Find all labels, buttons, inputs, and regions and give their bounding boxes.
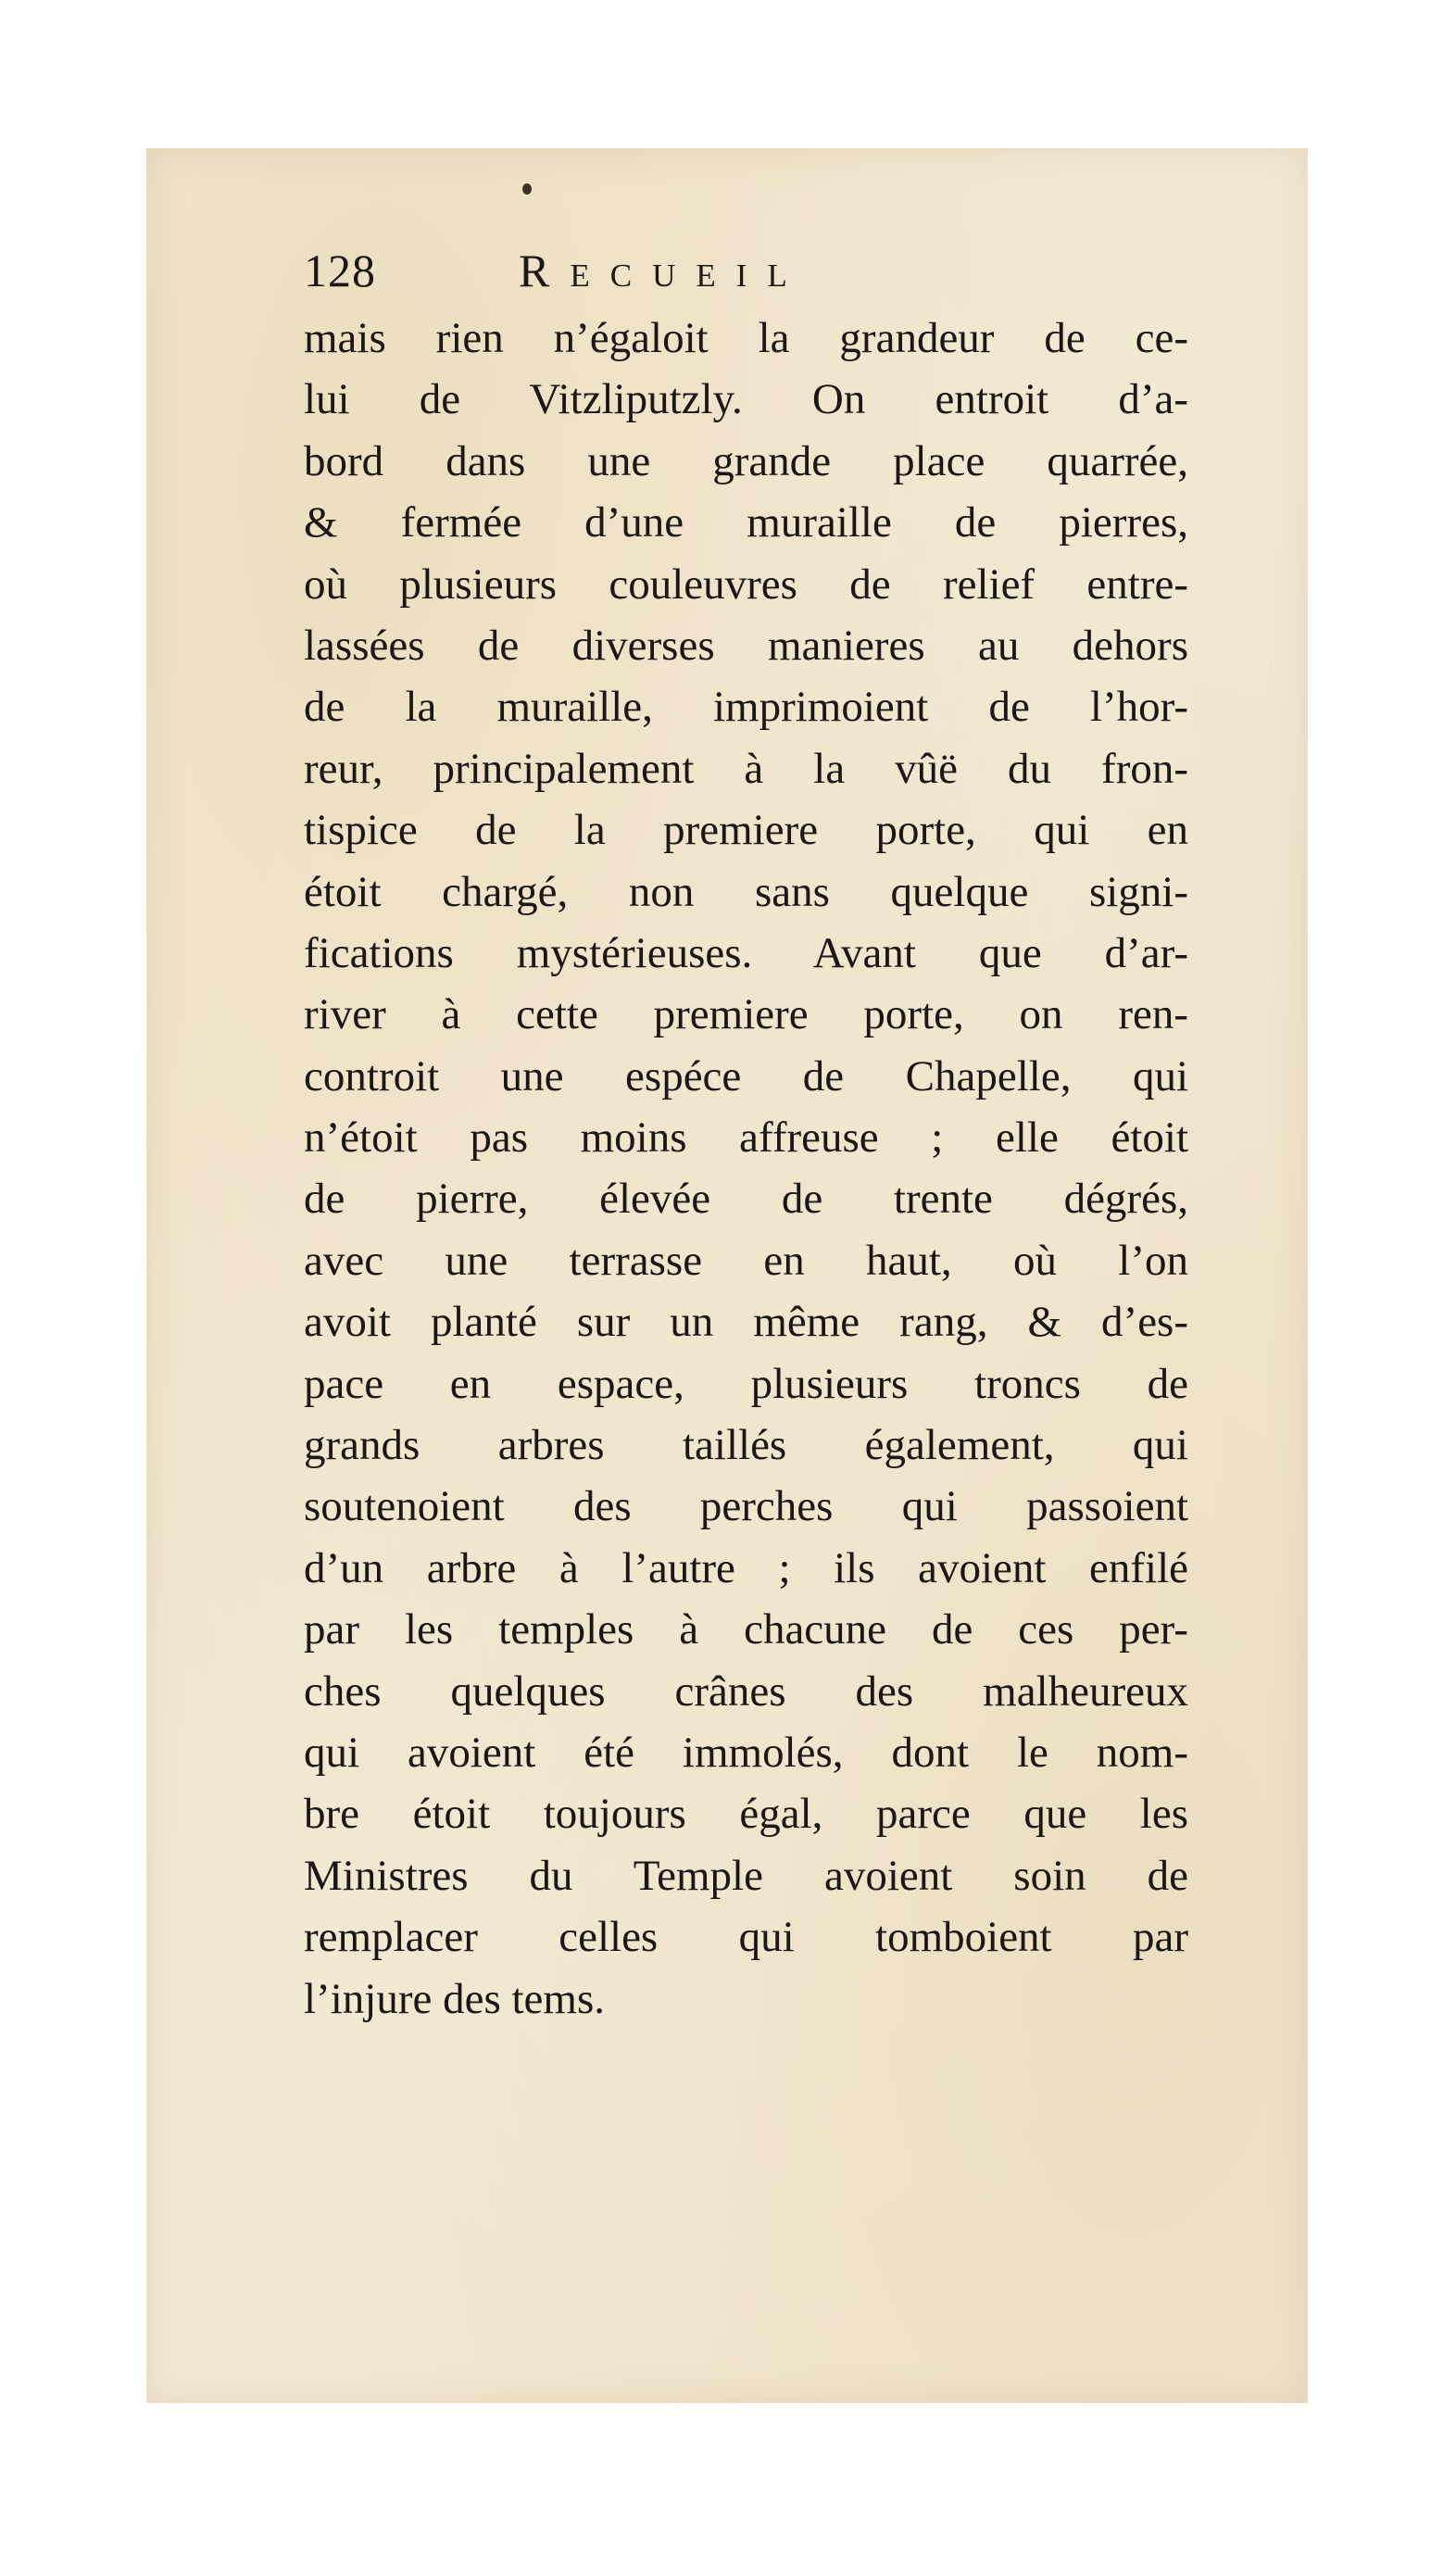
text-line: grands arbres taillés également, qui xyxy=(304,1421,1188,1470)
text-line: ches quelques crânes des malheureux xyxy=(304,1666,1188,1716)
text-line: river à cette premiere porte, on ren- xyxy=(304,990,1188,1039)
text-line: pace en espace, plusieurs troncs de xyxy=(304,1359,1188,1408)
text-line: lassées de diverses manieres au dehors xyxy=(304,621,1188,670)
text-line: fications mystérieuses. Avant que d’ar- xyxy=(304,928,1188,977)
text-line: bord dans une grande place quarrée, xyxy=(304,436,1188,485)
text-line: par les temples à chacune de ces per- xyxy=(304,1605,1188,1654)
text-line: d’un arbre à l’autre ; ils avoient enfilé xyxy=(304,1543,1188,1592)
text-line: avec une terrasse en haut, où l’on xyxy=(304,1236,1188,1285)
ink-spot xyxy=(522,183,532,195)
page-header xyxy=(304,243,1137,308)
text-line: n’étoit pas moins affreuse ; elle étoit xyxy=(304,1113,1188,1163)
text-line: de la muraille, imprimoient de l’hor- xyxy=(304,683,1188,732)
text-line: mais rien n’égaloit la grandeur de ce- xyxy=(304,314,1188,362)
book-page xyxy=(146,148,1308,2403)
text-line: bre étoit toujours égal, parce que les xyxy=(304,1790,1188,1839)
text-line: qui avoient été immolés, dont le nom- xyxy=(304,1728,1188,1777)
text-line: l’injure des tems. xyxy=(304,1974,606,2023)
text-line: controit une espéce de Chapelle, qui xyxy=(304,1051,1188,1100)
text-line: reur, principalement à la vûë du fron- xyxy=(304,744,1188,793)
running-title: Recueil xyxy=(519,245,808,296)
text-line: lui de Vitzliputzly. On entroit d’a- xyxy=(304,375,1188,424)
text-line: & fermée d’une muraille de pierres, xyxy=(304,498,1188,547)
text-line: où plusieurs couleuvres de relief entre- xyxy=(304,560,1188,609)
page-number: 128 xyxy=(304,245,376,296)
text-line: soutenoient des perches qui passoient xyxy=(304,1482,1188,1531)
text-line: remplacer celles qui tomboient par xyxy=(304,1913,1188,1962)
text-line: de pierre, élevée de trente dégrés, xyxy=(304,1175,1188,1224)
body-text xyxy=(304,308,1188,2030)
text-line: avoit planté sur un même rang, & d’es- xyxy=(304,1298,1188,1347)
text-line: tispice de la premiere porte, qui en xyxy=(304,806,1188,855)
text-line: Ministres du Temple avoient soin de xyxy=(304,1851,1188,1900)
text-line: étoit chargé, non sans quelque signi- xyxy=(304,867,1188,916)
